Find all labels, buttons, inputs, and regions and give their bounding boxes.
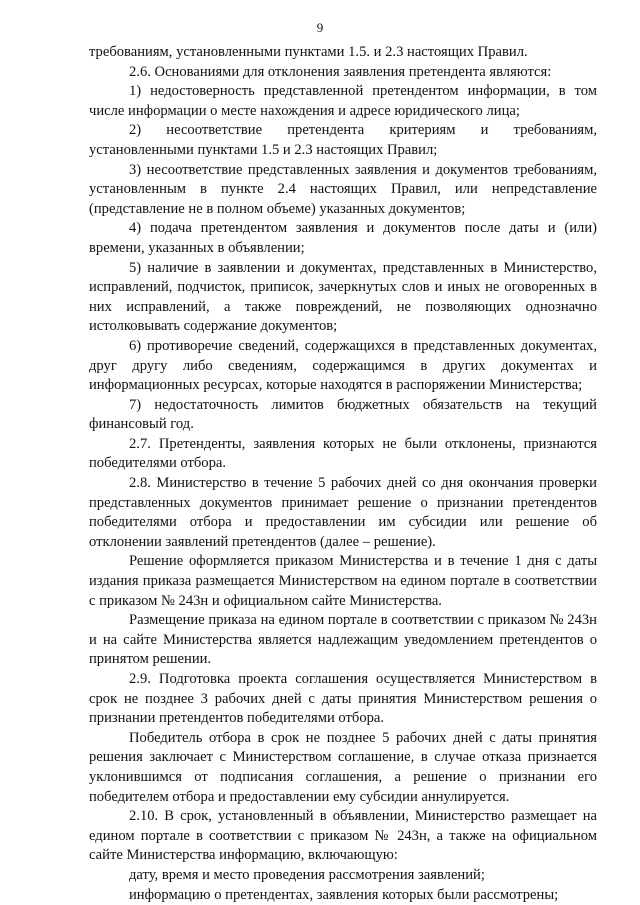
paragraph-2-6-heading: 2.6. Основаниями для отклонения заявления претендента являются:: [129, 63, 552, 80]
list-item-5: 5) наличие в заявлении и документах, представленных в Министерство, исправлений, подчисток, приписок, зачеркнутых слов и иных не оговоренных в них исправлений, а также повреждений, не позволяющих однозначно истолковывать содержание документов;: [89, 259, 597, 335]
paragraph-2-10: 2.10. В срок, установленный в объявлении, Министерство размещает на едином портале в соответствии с приказом № 243н, а также на официальном сайте Министерства информацию, включающую:: [89, 808, 597, 864]
list-item-3: 3) несоответствие представленных заявления и документов требованиям, установленным в пункте 2.4 настоящих Правил, или непредставление (представление не в полном объеме) указанных документов;: [89, 161, 597, 217]
paragraph-winner: Победитель отбора в срок не позднее 5 рабочих дней с даты принятия решения заключает с Министерством соглашение, в случае отказа признается уклонившимся от подписания соглашения, а решение о признании его победителем отбора и предоставлении ему субсидии аннулируется.: [89, 729, 597, 805]
paragraph-continuation: требованиям, установленными пунктами 1.5. и 2.3 настоящих Правил.: [89, 44, 528, 60]
list-item-1: 1) недостоверность представленной претендентом информации, в том числе информации о месте нахождения и адресе юридического лица;: [89, 83, 597, 119]
document-body: [89, 43, 597, 905]
list-item-7: 7) недостаточность лимитов бюджетных обязательств на текущий финансовый год.: [89, 396, 597, 433]
paragraph-decision: Решение оформляется приказом Министерства и в течение 1 дня с даты издания приказа размещается Министерством на едином портале в соответствии с приказом № 243н и официальном сайте Министерства.: [89, 553, 597, 609]
paragraph-publication: Размещение приказа на едином портале в соответствии с приказом № 243н и на сайте Министерства является надлежащим уведомлением претендентов о принятом решении.: [89, 612, 597, 668]
paragraph-2-7: 2.7. Претенденты, заявления которых не были отклонены, признаются победителями отбора.: [89, 435, 597, 472]
page-number: 9: [316, 20, 324, 35]
paragraph-2-8: 2.8. Министерство в течение 5 рабочих дней со дня окончания проверки представленных документов принимает решение о признании претендентов победителями отбора и предоставлении им субсидии или решение об отклонении заявлений претендентов (далее – решение).: [89, 475, 597, 550]
list-item-6: 6) противоречие сведений, содержащихся в представленных документах, друг другу либо сведениям, содержащимся в других документах и информационных ресурсах, которые находятся в распоряжении Министерства;: [89, 337, 597, 394]
list-line-date: дату, время и место проведения рассмотрения заявлений;: [129, 866, 485, 883]
list-item-4: 4) подача претендентом заявления и документов после даты и (или) времени, указанных в объявлении;: [89, 220, 597, 256]
paragraph-2-9: 2.9. Подготовка проекта соглашения осуществляется Министерством в срок не позднее 3 рабочих дней с даты принятия Министерством решения о признании претендентов победителями отбора.: [89, 671, 597, 727]
list-item-2: 2) несоответствие претендента критериям и требованиям, установленными пунктами 1.5 и 2.3 настоящих Правил;: [89, 122, 597, 158]
list-line-applicants: информацию о претендентах, заявления которых были рассмотрены;: [129, 886, 559, 903]
